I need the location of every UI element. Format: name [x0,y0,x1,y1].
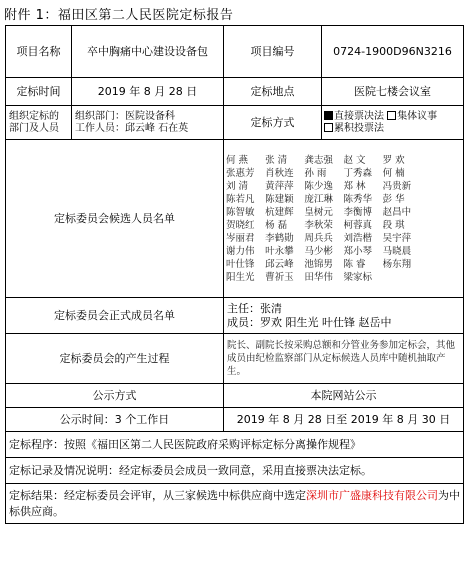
candidate-name: 孙 雨 [304,167,327,179]
announce-method-value: 本院网站公示 [224,384,464,408]
procedure-text: 定标程序：按照《福田区第二人民医院政府采购评标定标分离操作规程》 [6,432,464,458]
candidate-name: 马少彬 [304,245,333,257]
candidate-name: 贺晓红 [226,219,255,231]
date-label: 定标时间 [6,78,72,106]
candidate-name: 李鹤勋 [265,232,294,244]
candidate-name [422,219,461,232]
candidate-name: 李秋荣 [304,219,333,231]
candidate-name: 陈智敏 [226,206,255,218]
candidate-name: 吴宇萍 [382,232,412,244]
project-name-label: 项目名称 [6,26,72,78]
unchecked-box-icon [324,123,333,132]
candidates-label: 定标委员会候选人员名单 [6,140,224,298]
result-cell [6,484,464,524]
candidate-name: 庞江琳 [304,193,333,205]
candidate-name [422,271,461,284]
candidate-name [422,245,461,258]
candidate-name: 叶永攀 [265,245,294,257]
candidate-name: 龚志强 [304,154,333,166]
org-staff: 工作人员：邱云峰 石在英 [75,122,189,134]
method-option-direct[interactable]: 直接票决法 [324,111,384,122]
checked-box-icon [324,111,333,120]
candidate-name: 何 楠 [382,167,405,179]
unchecked-box-icon [387,111,396,120]
org-department: 组织部门：医院设备科 [75,110,175,122]
candidate-name: 黄萍萍 [265,180,294,192]
candidate-name: 刘浩楷 [343,232,373,244]
place-value: 医院七楼会议室 [322,78,464,106]
candidate-name [422,193,461,206]
candidate-name [383,271,422,284]
org-value-cell [72,106,224,140]
org-label-line-1: 组织定标的 [9,110,59,122]
process-label: 定标委员会的产生过程 [6,334,224,384]
announce-time-value: 2019 年 8 月 28 日至 2019 年 8 月 30 日 [224,408,464,432]
candidate-name: 冯贵新 [382,180,412,192]
candidate-name: 郑小琴 [343,245,373,257]
method-label: 定标方式 [224,106,322,140]
candidate-name: 张惠芳 [226,167,255,179]
candidates-grid [224,152,463,286]
candidate-name: 曹祈玉 [265,271,294,283]
candidate-name: 阳生光 [226,271,255,283]
record-text: 定标记录及情况说明：经定标委员会成员一致同意，采用直接票决法定标。 [6,458,464,484]
org-label-cell [6,106,72,140]
date-value: 2019 年 8 月 28 日 [72,78,224,106]
announce-method-label: 公示方式 [6,384,224,408]
candidate-name: 皇树元 [304,206,333,218]
candidate-name: 李衡博 [343,206,373,218]
formal-members-cell [224,298,464,334]
candidate-name: 陈若凡 [226,193,255,205]
candidate-name: 杨东翔 [382,258,412,270]
candidate-name: 段 琪 [382,219,405,231]
candidate-name: 陈建颖 [265,193,294,205]
candidates-cell [224,140,464,298]
candidate-name: 杭建辉 [265,206,294,218]
candidate-name [422,232,461,245]
result-suffix: 为中标供应商。 [9,488,460,518]
candidate-name: 张 清 [265,154,288,166]
candidate-name: 刘 清 [226,180,249,192]
candidate-name [422,180,461,193]
candidate-name: 池锦男 [304,258,333,270]
formal-members: 成员：罗欢 阳生光 叶仕锋 赵岳中 [227,315,392,329]
candidate-name: 梁家标 [343,271,373,283]
award-report-table [5,25,464,524]
method-option-collective[interactable]: 集体议事 [387,111,437,122]
candidate-name: 田华伟 [304,271,333,283]
formal-members-label: 定标委员会正式成员名单 [6,298,224,334]
candidate-name: 周兵兵 [304,232,333,244]
candidate-name [422,154,461,167]
candidate-name: 岑丽君 [226,232,255,244]
project-name-value: 卒中胸痛中心建设设备包 [72,26,224,78]
project-no-value: 0724-1900D96N3216 [322,26,464,78]
method-options [322,106,464,140]
result-prefix: 定标结果：经定标委员会评审，从三家候选中标供应商中选定 [9,488,306,502]
candidate-name: 陈少逸 [304,180,333,192]
candidate-name [422,258,461,271]
candidate-name: 马晓晨 [382,245,412,257]
candidate-name: 邱云峰 [265,258,294,270]
announce-time-label: 公示时间：3 个工作日 [6,408,224,432]
candidate-name: 陈秀华 [343,193,373,205]
method-option-cumulative[interactable]: 累积投票法 [324,123,384,134]
candidate-name: 何 燕 [226,154,249,166]
candidate-name: 罗 欢 [382,154,405,166]
place-label: 定标地点 [224,78,322,106]
candidate-name: 赵 文 [343,154,366,166]
document-title: 附件 1：福田区第二人民医院定标报告 [4,8,234,23]
project-no-label: 项目编号 [224,26,322,78]
candidate-name: 陈 睿 [343,258,366,270]
candidate-name: 柯蓉真 [343,219,373,231]
candidate-name: 谢力伟 [226,245,255,257]
candidate-name: 丁秀森 [343,167,373,179]
candidate-name: 肖秋连 [265,167,294,179]
candidate-name: 叶仕锋 [226,258,255,270]
candidate-name: 赵昌中 [382,206,412,218]
candidate-name [422,167,461,180]
candidate-name: 彭 华 [382,193,405,205]
candidate-name: 杨 磊 [265,219,288,231]
candidate-name: 郑 林 [343,180,366,192]
candidate-name [422,206,461,219]
result-company: 深圳市广盛康科技有限公司 [306,488,438,502]
formal-chair: 主任：张清 [227,301,282,315]
org-label-line-2: 部门及人员 [9,122,59,134]
process-text: 院长、副院长按采购总额和分管业务参加定标会，其他成员由纪检监察部门从定标候选人员库中随机抽取产生。 [224,334,464,384]
